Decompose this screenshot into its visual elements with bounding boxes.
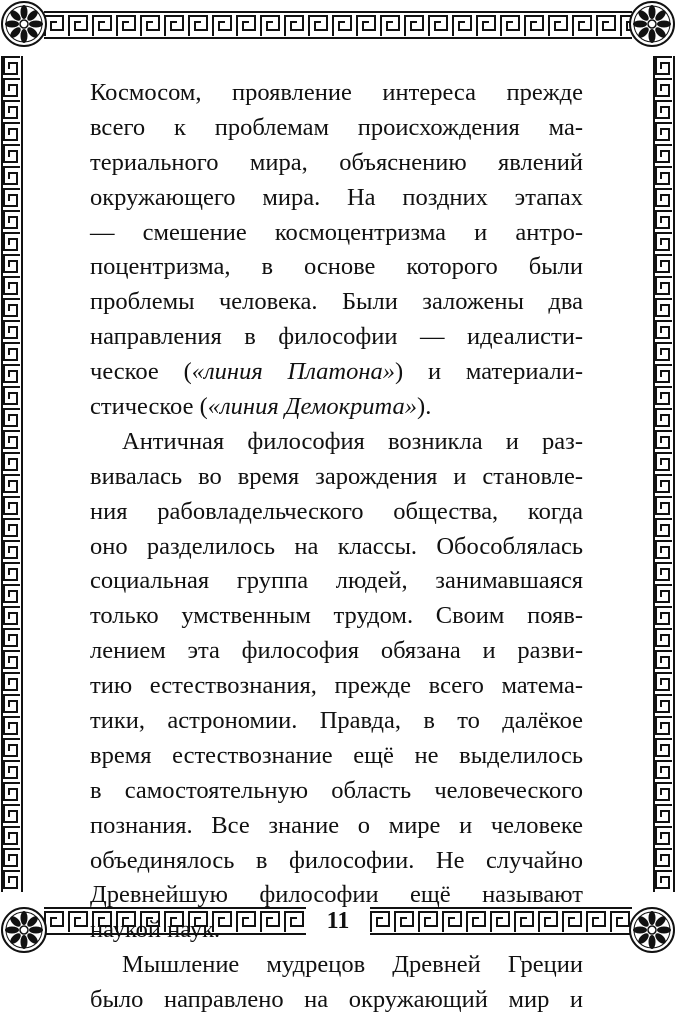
text-line bbox=[90, 355, 583, 390]
text-line: всего к проблемам происхождения ма- bbox=[90, 113, 583, 141]
rosette-ornament-icon bbox=[0, 0, 48, 48]
greek-key-border-left bbox=[0, 56, 24, 892]
text-segment: ) и материали- bbox=[395, 358, 584, 386]
text-line: териального мира, объяснению явлений bbox=[90, 148, 583, 176]
text-line: вивалась во время зарождения и становле- bbox=[90, 462, 583, 490]
text-line: поцентризма, в основе которого были bbox=[90, 253, 583, 281]
greek-key-border-right bbox=[652, 56, 676, 892]
text-line: Космосом, проявление интереса прежде bbox=[90, 79, 583, 106]
text-segment: ). bbox=[417, 393, 432, 421]
text-line: тики, астрономии. Правда, в то далёкое bbox=[90, 707, 583, 735]
text-line: социальная группа людей, занимавшаяся bbox=[90, 567, 583, 595]
text-line: тию естествознания, прежде всего матема- bbox=[90, 672, 583, 700]
text-line: окружающего мира. На поздних этапах bbox=[90, 183, 583, 211]
text-line bbox=[90, 390, 583, 425]
text-line: Мышление мудрецов Древней Греции bbox=[122, 951, 583, 979]
text-line: — смешение космоцентризма и антро- bbox=[90, 218, 583, 246]
text-line: проблемы человека. Были заложены два bbox=[90, 288, 583, 316]
text-line: только умственным трудом. Своим появ- bbox=[90, 602, 583, 630]
text-line: время естествознание ещё не выделилось bbox=[90, 741, 583, 769]
text-line: направления в философии — идеалисти- bbox=[90, 323, 583, 351]
italic-quote: «линия Демокрита» bbox=[207, 393, 418, 421]
text-line: познания. Все знание о мире и человеке bbox=[90, 811, 583, 839]
page-body-text bbox=[90, 76, 583, 1018]
page-number: 11 bbox=[326, 908, 350, 934]
text-line: наукой наук. bbox=[90, 916, 221, 944]
rosette-ornament-icon bbox=[628, 0, 676, 48]
rosette-ornament-icon bbox=[628, 906, 676, 954]
text-line: оно разделилось на классы. Обособлялась bbox=[90, 532, 583, 560]
text-line: Античная философия возникла и раз- bbox=[122, 427, 583, 455]
text-line: Древнейшую философии ещё называют bbox=[90, 881, 583, 909]
text-segment: стическое ( bbox=[90, 393, 208, 421]
text-line: объединялось в философии. Не случайно bbox=[90, 846, 583, 874]
text-line: было направлено на окружающий мир и bbox=[90, 986, 583, 1014]
text-segment: ческое ( bbox=[90, 358, 192, 386]
greek-key-border-top bbox=[44, 10, 632, 40]
text-line: лением эта философия обязана и разви- bbox=[90, 637, 583, 665]
text-line: ния рабовладельческого общества, когда bbox=[90, 497, 583, 525]
rosette-ornament-icon bbox=[0, 906, 48, 954]
italic-quote: «линия Платона» bbox=[191, 358, 396, 386]
text-line: в самостоятельную область человеческого bbox=[90, 776, 583, 804]
